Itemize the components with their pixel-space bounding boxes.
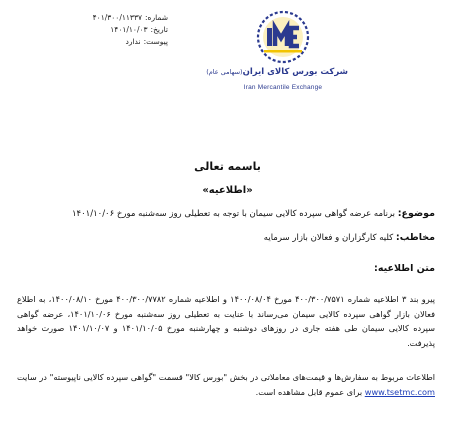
letter-number [18, 12, 168, 24]
letter-attachment-value: ندارد [125, 37, 141, 46]
subject-text: برنامه عرضه گواهی سپرده کالایی سیمان با توجه به تعطیلی روز سه‌شنبه مورخ ۱۴۰۱/۱۰/۰۶ [71, 209, 396, 219]
letter-attachment-label: پیوست: [143, 37, 168, 46]
letter-date-value: ۱۴۰۱/۱۰/۰۳ [110, 25, 148, 34]
body-paragraph-2 [17, 370, 435, 399]
body-paragraph-2-part1: اطلاعات مربوط به سفارش‌ها و قیمت‌های معاملاتی در بخش "بورس کالا" قسمت "گواهی سپرده کالایی ناپیوسته" در سایت [17, 372, 435, 382]
letter-number-value: ۴۰۱/۳۰۰/۱۱۳۳۷ [92, 13, 143, 22]
letter-attachment [18, 36, 168, 48]
subject-label: موضوع: [397, 208, 435, 219]
company-name-en: Iran Mercantile Exchange [243, 84, 323, 91]
bismillah-heading: باسمه تعالی [194, 160, 261, 173]
ime-emblem-icon [254, 10, 312, 65]
audience-line [264, 232, 435, 243]
body-label: متن اطلاعیه: [374, 263, 435, 274]
body-paragraph-1: پیرو بند ۳ اطلاعیه شماره ۴۰۰/۳۰۰/۷۵۷۱ مورخ ۱۴۰۰/۰۸/۰۴ و اطلاعیه شماره ۴۰۰/۳۰۰/۷۷۸۲ مورخ ۱۴۰۰/۰۸/۱۰، به اطلاع فعالان بازار گواهی سپرده کالایی سیمان می‌رساند با عنایت به تعطیلی روز سه‌شنبه مورخ ۱۴۰۱/۱۰/۰۶، عرضه گواهی سپرده کالایی سیمان طی هفته جاری در روزهای دوشنبه و چهارشنبه مورخ ۱۴۰۱/۱۰/۰۵ و ۱۴۰۱/۱۰/۰۷ صورت خواهد پذیرفت. [17, 294, 436, 348]
subject-line [72, 208, 435, 219]
company-name-fa: شرکت بورس کالای ایران(سهامی عام) [206, 67, 348, 77]
company-logo [206, 10, 348, 100]
letter-date [18, 24, 168, 36]
tsetmc-link[interactable]: www.tsetmc.com [364, 386, 435, 397]
body-paragraph-2-part2: برای عموم قابل مشاهده است. [255, 386, 363, 397]
announcement-title: «اطلاعیه» [202, 185, 253, 196]
letter-date-label: تاریخ: [150, 25, 168, 34]
company-name-suffix: (سهامی عام) [206, 68, 243, 76]
letter-number-label: شماره: [145, 13, 168, 22]
audience-text: کلیه کارگزاران و فعالان بازار سرمایه [263, 233, 394, 243]
letter-meta [18, 12, 168, 48]
audience-label: مخاطب: [395, 232, 435, 243]
